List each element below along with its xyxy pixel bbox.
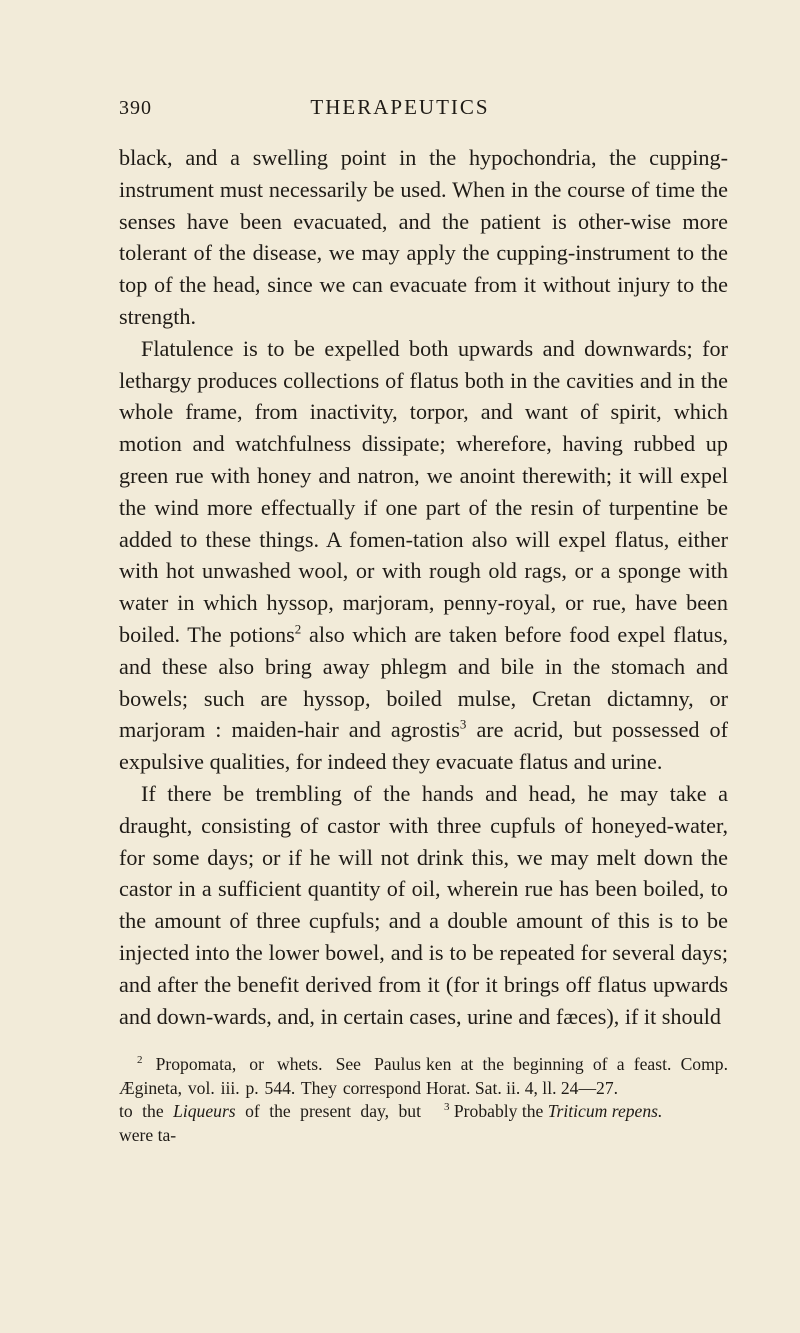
- paragraph-2-part-c: are acrid, but possessed of expulsive qualities, for indeed they evacuate flatus and urine.: [119, 717, 728, 775]
- footnote-column-right: [426, 1053, 728, 1147]
- footnote-2-continued: ken at the beginning of a feast. Comp. Horat. Sat. ii. 4, ll. 24—27.: [426, 1054, 728, 1098]
- footnote-3-text: Probably the: [449, 1101, 548, 1122]
- footnote-3-mark: 3: [444, 1101, 450, 1114]
- paragraph-1: black, and a swelling point in the hypochondria, the cupping-instrument must necessarily be used. When in the course of time the senses have been evacuated, and the patient is other-wise more tolerant of the disease, we may apply the cupping-instrument to the top of the head, since we can evacuate from it without injury to the strength.: [119, 145, 728, 329]
- paragraph-2: [119, 333, 728, 778]
- main-text: [119, 142, 728, 1032]
- page-number: 390: [119, 97, 152, 119]
- running-title: THERAPEUTICS: [310, 95, 490, 119]
- footnote-ref-3: 3: [459, 716, 467, 732]
- footnotes: [119, 1053, 728, 1147]
- footnote-ref-2: 2: [294, 621, 302, 637]
- footnote-3-italic: Triticum repens.: [547, 1101, 663, 1122]
- paragraph-2-part-a: Flatulence is to be expelled both upwards and downwards; for lethargy produces collections of flatus both in the cavities and in the whole frame, from inactivity, torpor, and want of spirit, which motion and watchfulness dissipate; wherefore, having rubbed up green rue with honey and natron, we anoint therewith; it will expel the wind more effectually if one part of the resin of turpentine be added to these things. A fomen-tation also will expel flatus, either with hot unwashed wool, or with rough old rags, or a sponge with water in which hyssop, marjoram, penny-royal, or rue, have been boiled. The potions: [119, 335, 728, 647]
- footnote-2-mark: 2: [137, 1054, 143, 1067]
- footnote-2: [119, 1053, 421, 1147]
- footnote-3: [426, 1100, 728, 1124]
- paragraph-2-part-b: also which are taken before food expel flatus, and these also bring away phlegm and bile in the stomach and bowels; such are hyssop, boiled mulse, Cretan dictamny, or marjoram : maiden-hair and agrostis: [119, 621, 728, 743]
- footnote-2-text-end: of the present day, but were ta-: [119, 1101, 421, 1145]
- footnote-column-left: [119, 1053, 421, 1147]
- footnote-2-italic: Liqueurs: [173, 1101, 236, 1122]
- paragraph-3: If there be trembling of the hands and head, he may take a draught, consisting of castor with three cupfuls of honeyed-water, for some days; or if he will not drink this, we may melt down the castor in a sufficient quantity of oil, wherein rue has been boiled, to the amount of three cupfuls; and a double amount of this is to be injected into the lower bowel, and is to be repeated for several days; and after the benefit derived from it (for it brings off flatus upwards and down-wards, and, in certain cases, urine and fæces), if it should: [119, 780, 728, 1029]
- footnote-2-text: Propomata, or whets. See Paulus Ægineta, vol. iii. p. 544. They correspond to the: [119, 1054, 421, 1122]
